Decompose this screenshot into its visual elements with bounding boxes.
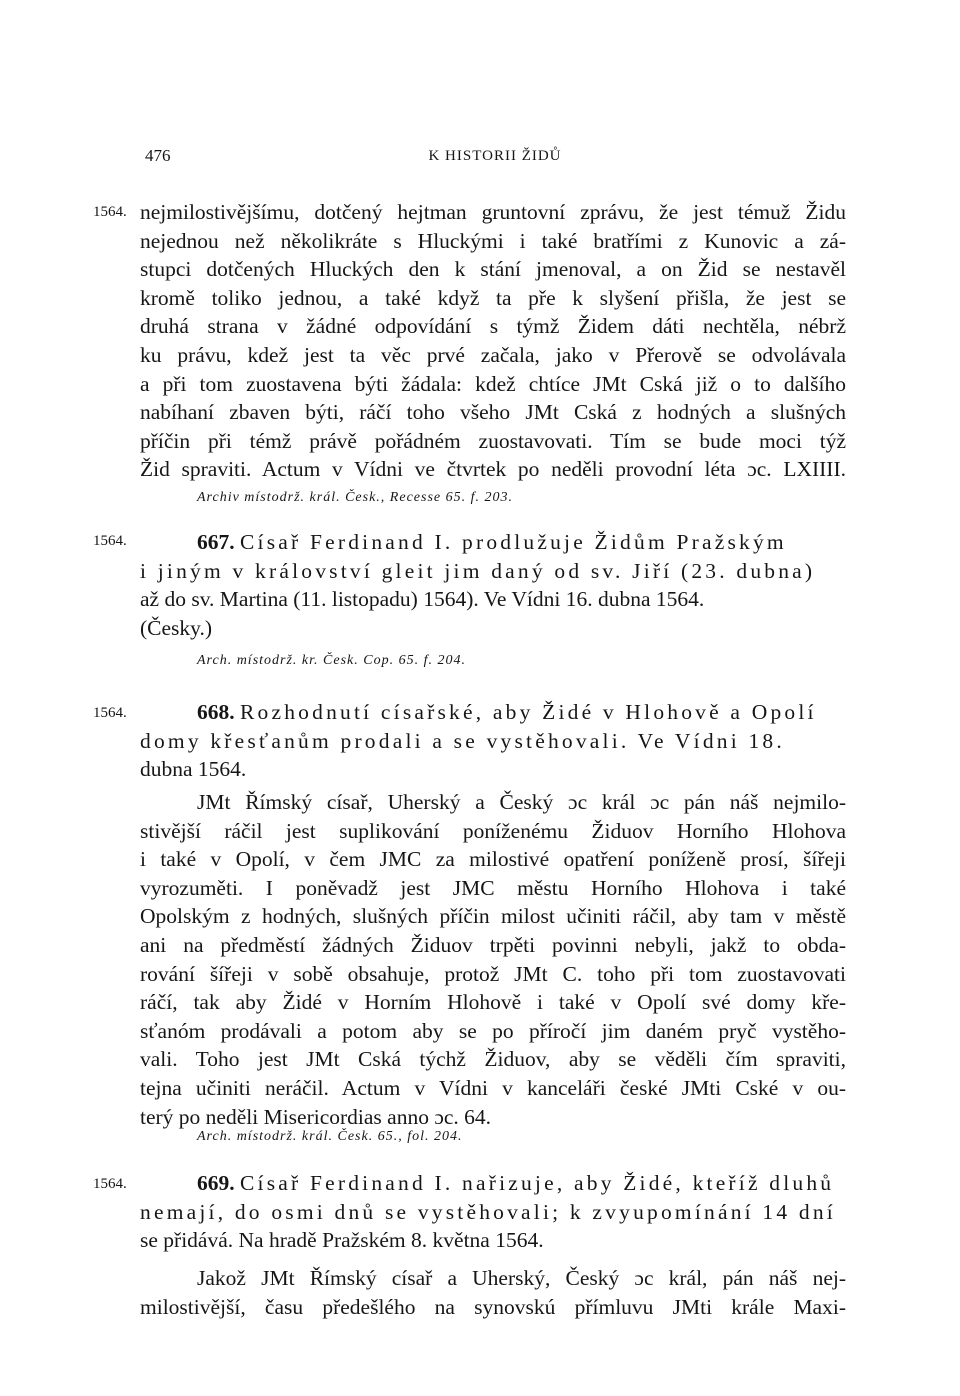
- entry-title: [140, 557, 846, 586]
- text-line: i také v Opolí, v čem JMC za milostivé opatření poníženě prosí, šířeji: [140, 847, 846, 872]
- text-line: vali. Toho jest JMt Cská týchž Židuov, aby se věděli čím spraviti,: [140, 1047, 846, 1072]
- text-line: ani na předměstí žádných Židuov trpěti povinni nebyli, jakž to obda-: [140, 932, 846, 957]
- archive-reference: Archiv místodrž. král. Česk., Recesse 65. f. 203.: [197, 490, 513, 505]
- source-citation: [140, 488, 846, 506]
- title-line: domy křesťanům prodali a se vystěhovali. Ve Vídni 18.: [140, 728, 785, 753]
- year-margin-note: 1564.: [93, 1176, 127, 1192]
- entry-title: [140, 1198, 846, 1227]
- year-margin-note: 1564.: [93, 204, 127, 220]
- title-line: Císař Ferdinand I. nařizuje, aby Židé, kteříž dluhů: [240, 1171, 835, 1195]
- page-number: 476: [145, 146, 171, 165]
- entry-title: [140, 528, 846, 557]
- archive-reference: Arch. místodrž. kr. Česk. Cop. 65. f. 204.: [197, 653, 466, 668]
- entry-668-body: [140, 788, 846, 1131]
- entry-number: 669.: [197, 1171, 235, 1195]
- text-line: Jakož JMt Římský císař a Uherský, Český ɔc král, pán náš nej-: [197, 1266, 846, 1290]
- text-line: JMt Římský císař, Uherský a Český ɔc král ɔc pán náš nejmilo-: [197, 790, 846, 814]
- text-line: ráčí, tak aby Židé v Horním Hlohově i také v Opolí své domy kře-: [140, 990, 846, 1015]
- text-line: Opolským z hodných, slušných příčin milost učiniti ráčil, aby tam v městě: [140, 904, 846, 929]
- year-margin-note: 1564.: [93, 533, 127, 549]
- text-line: Žid spraviti. Actum v Vídni ve čtvrtek po neděli provodní léta ɔc. LXIIII.: [140, 457, 846, 482]
- running-title: K HISTORII ŽIDŮ: [428, 148, 562, 164]
- text-line: a při tom zuostavena býti žádala: kdež chtíce JMt Cská již o to dalšího: [140, 371, 846, 396]
- text-line: příčin při témž právě pořádném zuostavovati. Tím se bude moci týž: [140, 428, 846, 453]
- archive-reference: Arch. místodrž. král. Česk. 65., fol. 204.: [197, 1129, 463, 1144]
- text-line: druhá strana v žádné odpovídání s týmž Židem dáti nechtěla, nébrž: [140, 314, 846, 339]
- entry-number: 668.: [197, 700, 235, 724]
- title-line: (Česky.): [140, 615, 213, 640]
- text-line: nejmilostivějšímu, dotčený hejtman gruntovní zprávu, že jest témuž Židu: [140, 200, 846, 224]
- text-line: milostivější, času předešlého na synovskú přímluvu JMti krále Maxi-: [140, 1294, 846, 1319]
- text-line: terý po neděli Misericordias anno ɔc. 64.: [140, 1104, 492, 1129]
- text-line: ku právu, kdež jest ta věc prvé začala, jako v Přerově se odvolávala: [140, 342, 846, 367]
- text-line: stivější ráčil jest suplikování poníženému Židuov Horního Hlohova: [140, 818, 846, 843]
- paragraph: [140, 1264, 846, 1321]
- year-margin-note: 1564.: [93, 705, 127, 721]
- text-line: sťanóm prodávali a potom aby se po příročí jim daném pryč vystěho-: [140, 1018, 846, 1043]
- text-line: kromě toliko jednou, a také když ta pře k slyšení přišla, že jest se: [140, 285, 846, 310]
- text-line: tejna učiniti neráčil. Actum v Vídni v kanceláři české JMti Cské v ou-: [140, 1075, 846, 1100]
- source-citation: [140, 1127, 846, 1145]
- entry-number: 667.: [197, 530, 235, 554]
- continuation-paragraph: [140, 198, 846, 484]
- text-line: vyrozuměti. I poněvadž jest JMC městu Horního Hlohova i také: [140, 875, 846, 900]
- entry-title: [140, 727, 846, 756]
- text-line: rování šířeji v sobě obsahuje, protož JMt C. toho při tom zuostavovati: [140, 961, 846, 986]
- title-line: Rozhodnutí císařské, aby Židé v Hlohově a Opolí: [240, 700, 817, 724]
- text-line: nabíhaní zbaven býti, ráčí toho všeho JMt Cská z hodných a slušných: [140, 400, 846, 425]
- page-header: [145, 146, 845, 174]
- title-line: se přidává. Na hradě Pražském 8. května 1564.: [140, 1228, 544, 1253]
- entry-title: [140, 698, 846, 727]
- title-line: i jiným v království gleit jim daný od sv. Jiří (23. dubna): [140, 558, 816, 583]
- entry-667: [140, 528, 846, 642]
- entry-668: [140, 698, 846, 784]
- entry-title: [140, 1226, 846, 1255]
- text-line: stupci dotčených Hluckých den k stání jmenoval, a on Žid se nestavěl: [140, 257, 846, 282]
- title-line: nemají, do osmi dnů se vystěhovali; k zvyupomínání 14 dní: [140, 1199, 836, 1224]
- source-citation: [140, 651, 846, 669]
- entry-title: [140, 614, 846, 643]
- text-line: nejednou než několikráte s Hluckými i také bratřími z Kunovic a zá-: [140, 228, 846, 253]
- entry-669: [140, 1169, 846, 1255]
- entry-title: [140, 1169, 846, 1198]
- entry-title: [140, 585, 846, 614]
- title-line: až do sv. Martina (11. listopadu) 1564). Ve Vídni 16. dubna 1564.: [140, 587, 705, 612]
- entry-669-body: [140, 1264, 846, 1321]
- paragraph: [140, 198, 846, 484]
- entry-title: [140, 755, 846, 784]
- title-line: dubna 1564.: [140, 757, 247, 782]
- title-line: Císař Ferdinand I. prodlužuje Židům Pražským: [240, 530, 787, 554]
- paragraph: [140, 788, 846, 1131]
